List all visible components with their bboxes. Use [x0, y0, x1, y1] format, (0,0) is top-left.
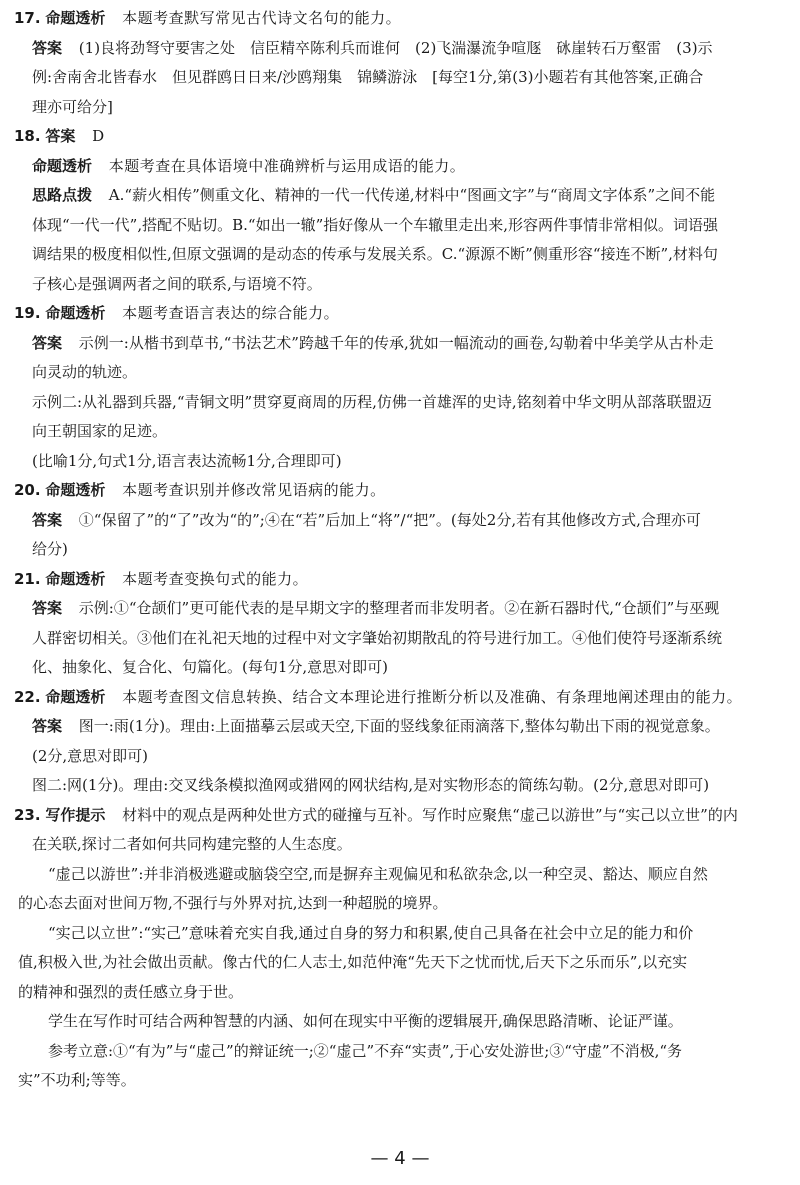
answer-label: 答案 [32, 717, 63, 735]
analysis-text: 本题考查在具体语境中准确辨析与运用成语的能力。 [108, 156, 466, 175]
question-19 [14, 299, 778, 476]
paragraph-line: “虚己以游世”:并非消极逃避或脑袋空空,而是摒弃主观偏见和私欲杂念,以一种空灵、豁达、顺应自然 [48, 864, 708, 883]
writing-tip-line: 在关联,探讨二者如何共同构建完整的人生态度。 [32, 835, 352, 853]
question-number: 23. [14, 805, 41, 824]
question-number: 18. [14, 127, 41, 145]
tip-line: 体现“一代一代”,搭配不贴切。B.“如出一辙”指好像从一个车辙里走出来,形容两件事情非常相似。词语强 [32, 215, 719, 234]
answer-line: 人群密切相关。③他们在礼祀天地的过程中对文字肇始初期散乱的符号进行加工。④他们使符号逐渐系统 [32, 628, 723, 647]
paragraph [14, 1007, 778, 1037]
question-17 [14, 4, 778, 122]
analysis-label: 命题透析 [45, 304, 106, 322]
question-22 [14, 683, 778, 801]
analysis-text: 本题考查默写常见古代诗文名句的能力。 [122, 9, 402, 27]
analysis-text: 本题考查识别并修改常见语病的能力。 [122, 481, 386, 499]
paragraph [14, 1037, 778, 1096]
analysis-label: 命题透析 [32, 156, 93, 175]
paragraph [14, 860, 778, 919]
tip-line: 子核心是强调两者之间的联系,与语境不符。 [32, 274, 322, 293]
paragraph-line: 实”不功利;等等。 [18, 1071, 136, 1089]
answer-line: 示例一:从楷书到草书,“书法艺术”跨越千年的传承,犹如一幅流动的画卷,勾勒着中华美学从古朴走 [78, 333, 714, 352]
answer-line: ①“保留了”的“了”改为“的”;④在“若”后加上“将”/“把”。(每处2分,若有其他修改方式,合理亦可 [78, 510, 701, 529]
question-number: 19. [14, 304, 41, 322]
answer-label: 答案 [32, 510, 63, 529]
answer-label: 答案 [32, 599, 63, 617]
paragraph-line: 参考立意:①“有为”与“虚己”的辩证统一;②“虚己”不弃“实责”,于心安处游世;③“守虚”不消极,“务 [48, 1041, 683, 1060]
question-number: 22. [14, 687, 41, 706]
answer-line: 图二:网(1分)。理由:交叉线条模拟渔网或猎网的网状结构,是对实物形态的简练勾勒。(2分,意思对即可) [32, 776, 710, 794]
page-number: — 4 — [370, 1148, 430, 1169]
analysis-label: 命题透析 [45, 687, 106, 706]
answer-label: 答案 [32, 38, 63, 57]
answer-line: 化、抽象化、复合化、句篇化。(每句1分,意思对即可) [32, 658, 389, 676]
answer-label: 答案 [32, 333, 63, 352]
question-20 [14, 476, 778, 565]
analysis-label: 命题透析 [45, 481, 106, 499]
answer-line: 向灵动的轨迹。 [32, 363, 138, 381]
question-18 [14, 122, 778, 299]
paragraph-line: 学生在写作时可结合两种智慧的内涵、如何在现实中平衡的逻辑展开,确保思路清晰、论证严谨。 [48, 1012, 683, 1030]
analysis-text: 本题考查图文信息转换、结合文本理论进行推断分析以及准确、有条理地阐述理由的能力。 [122, 687, 743, 706]
analysis-label: 命题透析 [45, 9, 106, 27]
answer-line: 向王朝国家的足迹。 [32, 422, 168, 440]
question-23 [14, 801, 778, 1096]
paragraph-line: 的精神和强烈的责任感立身于世。 [18, 982, 244, 1001]
writing-tip-line: 材料中的观点是两种处世方式的碰撞与互补。写作时应聚焦“虚己以游世”与“实己以立世”的内 [122, 805, 738, 824]
tip-label: 思路点拨 [32, 186, 93, 204]
answer-line: 给分) [32, 540, 68, 558]
question-number: 21. [14, 569, 41, 588]
answer-value: D [92, 127, 105, 145]
tip-line: A.“薪火相传”侧重文化、精神的一代一代传递,材料中“图画文字”与“商周文字体系”之间不能 [108, 186, 716, 204]
analysis-text: 本题考查语言表达的综合能力。 [122, 304, 340, 322]
answer-line: 示例二:从礼器到兵器,“青铜文明”贯穿夏商周的历程,仿佛一首雄浑的史诗,铭刻着中华文明从部落联盟迈 [32, 392, 712, 411]
writing-tip-label: 写作提示 [45, 805, 106, 824]
paragraph [14, 919, 778, 1008]
question-number: 20. [14, 481, 41, 499]
answer-line: 例:舍南舍北皆春水 但见群鸥日日来/沙鸥翔集 锦鳞游泳 [每空1分,第(3)小题若有其他答案,正确合 [32, 68, 704, 86]
paragraph-line: 值,积极入世,为社会做出贡献。像古代的仁人志士,如范仲淹“先天下之忧而忧,后天下之乐而乐”,以充实 [18, 953, 688, 971]
answer-line: 图一:雨(1分)。理由:上面描摹云层或天空,下面的竖线象征雨滴落下,整体勾勒出下雨的视觉意象。 [78, 717, 720, 735]
answer-line: 示例:①“仓颉们”更可能代表的是早期文字的整理者而非发明者。②在新石器时代,“仓颉们”与巫觋 [78, 599, 720, 617]
answer-line: 理亦可给分] [32, 97, 113, 116]
answer-line: (2分,意思对即可) [32, 746, 149, 765]
answer-line: (1)良将劲弩守要害之处 信臣精卒陈利兵而谁何 (2)飞湍瀑流争喧豗 砯崖转石万壑雷 (3)示 [78, 38, 713, 57]
tip-line: 调结果的极度相似性,但原文强调的是动态的传承与发展关系。C.“源源不断”侧重形容“接连不断”,材料句 [32, 245, 718, 263]
paragraph-line: 的心态去面对世间万物,不强行与外界对抗,达到一种超脱的境界。 [18, 894, 448, 912]
analysis-text: 本题考查变换句式的能力。 [122, 569, 309, 588]
paragraph-line: “实己以立世”:“实己”意味着充实自我,通过自身的努力和积累,使自己具备在社会中立足的能力和价 [48, 923, 694, 942]
question-21 [14, 565, 778, 683]
question-number: 17. [14, 9, 41, 27]
analysis-label: 命题透析 [45, 569, 106, 588]
answer-line: (比喻1分,句式1分,语言表达流畅1分,合理即可) [32, 451, 342, 470]
answer-label: 答案 [45, 127, 76, 145]
